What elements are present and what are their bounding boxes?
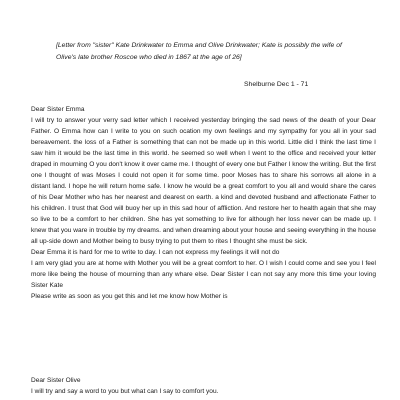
letter-paragraph: I will try and say a word to you but what can I say to comfort you. (31, 388, 219, 395)
salutation-emma: Dear Sister Emma (31, 106, 85, 113)
salutation-olive: Dear Sister Olive (31, 377, 81, 384)
letter-paragraph: I will try to answer your verry sad letter which I received yesterday bringing the sad news of the death of your Dear Father. O Emma how can I write to you on such ocation my own feelings and my sympathy for you all in your sad bereavement. the loss of a Father is something that can not be made up in this world. Little did I think the last time I saw him it would be the last time in this world. he seemed so well when I went to the office and received your letter draped in mourning O you don't know it over came me. I thought of every one but Father I know the writing. But the first one I thought of was Moses I could not open it for some time. poor Moses has to share his sorrows all alone in a distant land. I hope he will return home safe. I know he would be a great comfort to you all and would share the cares of his Dear Mother who has her nearest and dearest on earth. a kind and devoted husband and affectionate Father to his children. I trust that God will buoy her up in this sad hour of affliction. And restore her to health again that she may so live to be a comfort to her children. She has yet something to live for although her loss never can be made up. I knew that you ware in trouble by my dreams. and when dreaming about your house and seeing everything in the house all up-side down and Mother being to busy trying to put them to rites I thought she must be sick. (31, 117, 377, 245)
letter-body-emma (31, 115, 376, 302)
letter-paragraph: I am very glad you are at home with Mother you will be a great comfort to her. O I wish I could come and see you I feel more like being the house of mourning than any whare else. Dear Sister I can not say any more this time your loving Sister Kate (31, 260, 376, 289)
letter-paragraph: Please write as soon as you get this and let me know how Mother is (31, 293, 228, 300)
letter-paragraph: Dear Emma it is hard for me to write to day. I can not express my feelings it will not do (31, 249, 280, 256)
letter-body-olive (31, 386, 376, 397)
letter-place-date: Shelburne Dec 1 - 71 (244, 81, 309, 88)
editorial-intro-note: [Letter from "sister" Kate Drinkwater to Emma and Olive Drinkwater; Kate is possibly the wife of Olive's late brother Roscoe who died in 1867 at the age of 26] (56, 42, 342, 61)
